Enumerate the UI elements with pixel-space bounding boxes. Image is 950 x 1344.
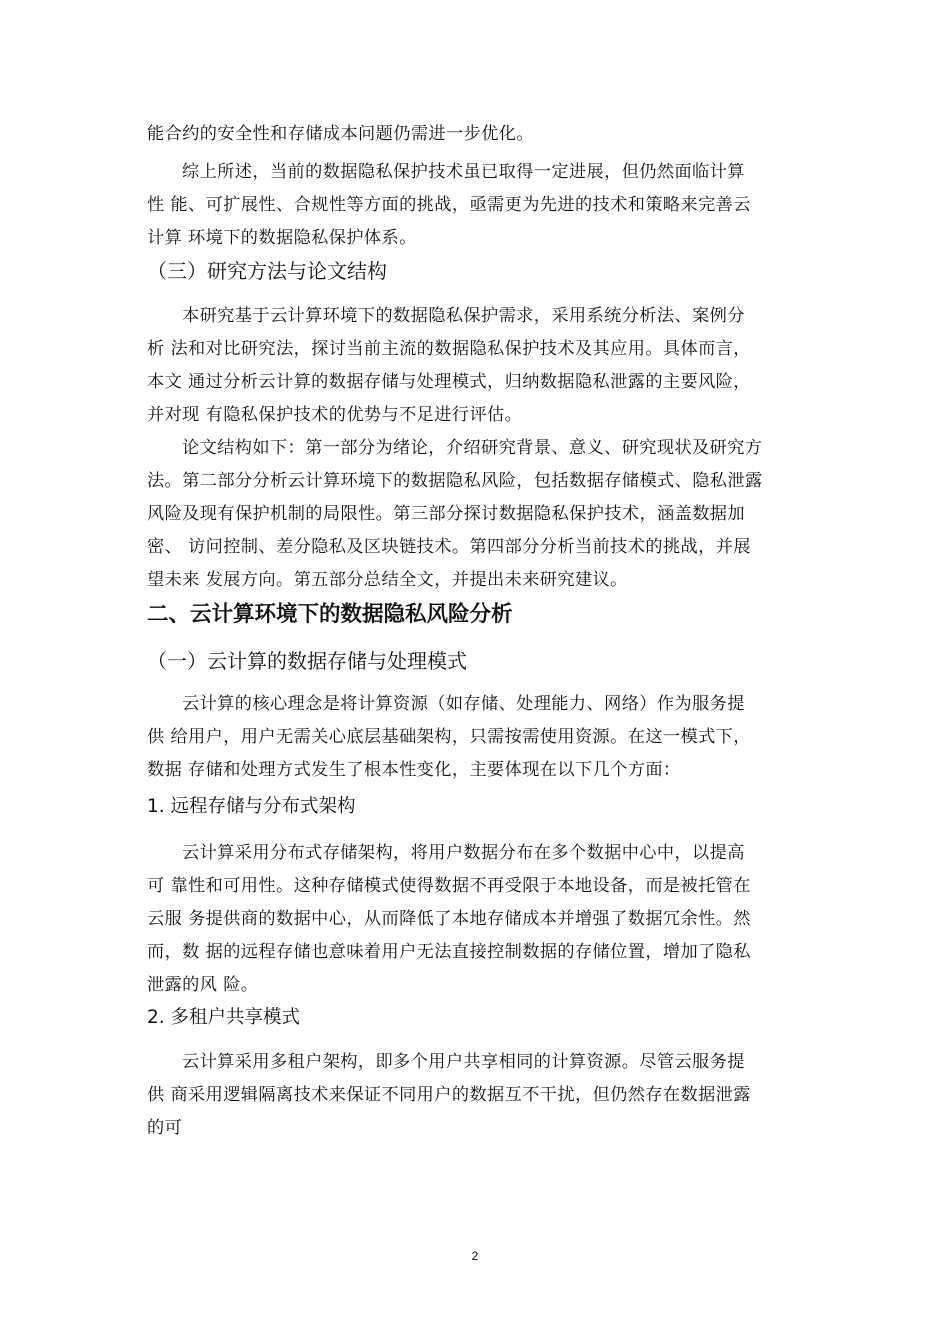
chapter-heading-privacy-risk: 二、云计算环境下的数据隐私风险分析: [147, 602, 513, 627]
paragraph-line: 云计算的核心理念是将计算资源（如存储、处理能力、网络）作为服务提: [182, 694, 745, 714]
paragraph-line: 密、 访问控制、差分隐私及区块链技术。第四部分分析当前技术的挑战，并展: [147, 537, 751, 557]
paragraph-line: 法。第二部分分析云计算环境下的数据隐私风险，包括数据存储模式、隐私泄露: [147, 471, 763, 491]
paragraph-line: 的可: [147, 1118, 183, 1138]
paragraph-line: 综上所述，当前的数据隐私保护技术虽已取得一定进展，但仍然面临计算: [182, 162, 745, 182]
paragraph-line: 论文结构如下：第一部分为绪论，介绍研究背景、意义、研究现状及研究方: [182, 438, 763, 458]
paragraph-line: 计算 环境下的数据隐私保护体系。: [147, 228, 417, 248]
paragraph-line: 供 商采用逻辑隔离技术来保证不同用户的数据互不干扰，但仍然存在数据泄露: [147, 1085, 751, 1105]
section-heading-storage-processing: （一）云计算的数据存储与处理模式: [147, 649, 467, 673]
paragraph-line: 云计算采用多租户架构，即多个用户共享相同的计算资源。尽管云服务提: [182, 1052, 745, 1072]
paragraph-line: 望未来 发展方向。第五部分总结全文，并提出未来研究建议。: [147, 570, 628, 590]
paragraph-line: 性 能、可扩展性、合规性等方面的挑战，亟需更为先进的技术和策略来完善云: [147, 195, 751, 215]
paragraph-line: 风险及现有保护机制的局限性。第三部分探讨数据隐私保护技术，涵盖数据加: [147, 504, 745, 524]
paragraph-line: 本文 通过分析云计算的数据存储与处理模式，归纳数据隐私泄露的主要风险，: [147, 372, 751, 392]
paragraph-line: 云计算采用分布式存储架构，将用户数据分布在多个数据中心中，以提高: [182, 843, 745, 863]
paragraph-line: 数据 存储和处理方式发生了根本性变化，主要体现在以下几个方面：: [147, 760, 681, 780]
page-number: 2: [471, 1249, 479, 1263]
paragraph-line: 能合约的安全性和存储成本问题仍需进一步优化。: [147, 124, 534, 144]
paragraph-line: 析 法和对比研究法，探讨当前主流的数据隐私保护技术及其应用。具体而言，: [147, 339, 751, 359]
paragraph-line: 供 给用户，用户无需关心底层基础架构，只需按需使用资源。在这一模式下，: [147, 727, 751, 747]
paragraph-line: 并对现 有隐私保护技术的优势与不足进行评估。: [147, 405, 523, 425]
subsection-heading-remote-storage: 1. 远程存储与分布式架构: [147, 796, 356, 817]
paragraph-line: 泄露的风 险。: [147, 975, 259, 995]
paragraph-line: 云服 务提供商的数据中心，从而降低了本地存储成本并增强了数据冗余性。然: [147, 909, 751, 929]
section-heading-research-method: （三）研究方法与论文结构: [147, 259, 387, 283]
paragraph-line: 可 靠性和可用性。这种存储模式使得数据不再受限于本地设备，而是被托管在: [147, 876, 751, 896]
paragraph-line: 而，数 据的远程存储也意味着用户无法直接控制数据的存储位置，增加了隐私: [147, 942, 751, 962]
subsection-heading-multi-tenant: 2. 多租户共享模式: [147, 1007, 301, 1028]
paragraph-line: 本研究基于云计算环境下的数据隐私保护需求，采用系统分析法、案例分: [182, 306, 745, 326]
